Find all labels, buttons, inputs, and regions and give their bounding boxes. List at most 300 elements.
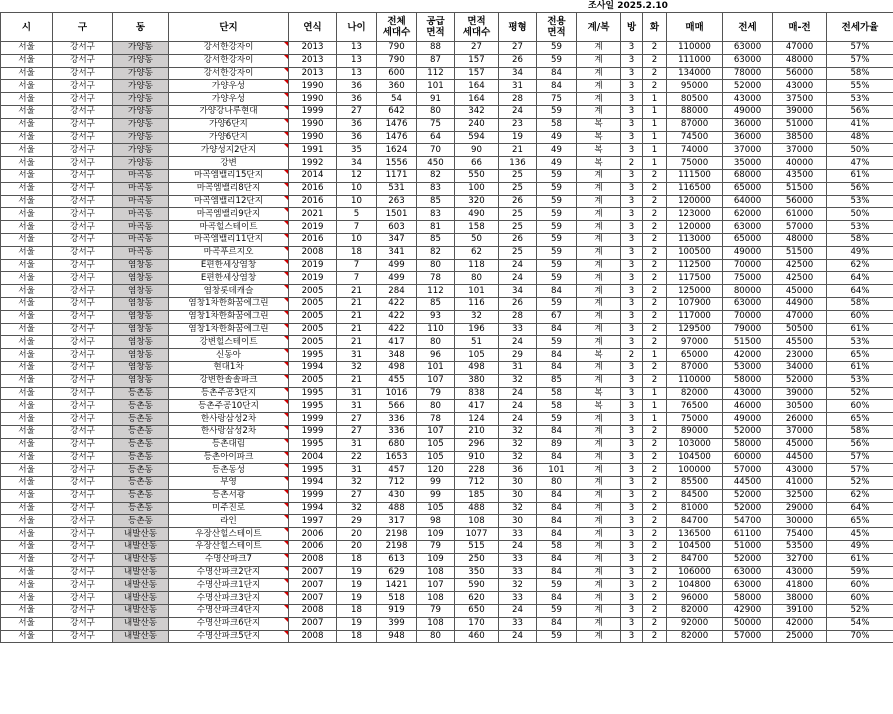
cell-age[interactable]: 18 [337,553,377,566]
cell-pyeong[interactable]: 33 [499,553,537,566]
cell-exclusive-area[interactable]: 84 [537,67,577,80]
cell-type[interactable]: 복 [577,157,621,170]
cell-type[interactable]: 계 [577,272,621,285]
column-header-jeonse-ratio[interactable]: 전세가율 [827,13,893,42]
cell-type[interactable]: 복 [577,387,621,400]
table-row[interactable] [1,157,893,170]
table-row[interactable] [1,169,893,182]
cell-jeonse-ratio[interactable]: 61% [827,361,893,374]
cell-city[interactable]: 서울 [1,195,53,208]
cell-complex[interactable]: 신동아 [169,349,289,362]
cell-complex[interactable]: 수명산파크3단지 [169,592,289,605]
cell-rooms[interactable]: 3 [621,361,643,374]
cell-baths[interactable]: 1 [643,131,667,144]
cell-baths[interactable]: 2 [643,553,667,566]
cell-dong[interactable]: 내발산동 [113,630,169,643]
column-header-age[interactable]: 나이 [337,13,377,42]
cell-jeonse-ratio[interactable]: 47% [827,157,893,170]
cell-jeonse-ratio[interactable]: 53% [827,195,893,208]
cell-jeonse-price[interactable]: 70000 [723,310,773,323]
cell-baths[interactable]: 2 [643,208,667,221]
cell-sale-price[interactable]: 97000 [667,336,723,349]
cell-district[interactable]: 강서구 [53,553,113,566]
cell-age[interactable]: 36 [337,80,377,93]
cell-year-built[interactable]: 2021 [289,208,337,221]
cell-dong[interactable]: 등촌동 [113,464,169,477]
cell-baths[interactable]: 1 [643,105,667,118]
cell-area-households[interactable]: 124 [455,413,499,426]
cell-area-households[interactable]: 228 [455,464,499,477]
cell-type[interactable]: 계 [577,42,621,55]
cell-area-households[interactable]: 910 [455,451,499,464]
cell-baths[interactable]: 1 [643,387,667,400]
cell-area-households[interactable]: 164 [455,93,499,106]
cell-city[interactable]: 서울 [1,233,53,246]
cell-baths[interactable]: 2 [643,617,667,630]
cell-total-households[interactable]: 360 [377,80,417,93]
cell-gap[interactable]: 42500 [773,272,827,285]
cell-age[interactable]: 21 [337,323,377,336]
cell-jeonse-ratio[interactable]: 58% [827,67,893,80]
cell-rooms[interactable]: 3 [621,182,643,195]
cell-type[interactable]: 계 [577,425,621,438]
cell-age[interactable]: 13 [337,54,377,67]
cell-supply-area[interactable]: 96 [417,349,455,362]
cell-jeonse-price[interactable]: 63000 [723,579,773,592]
cell-exclusive-area[interactable]: 58 [537,118,577,131]
cell-district[interactable]: 강서구 [53,54,113,67]
cell-baths[interactable]: 1 [643,93,667,106]
cell-pyeong[interactable]: 29 [499,349,537,362]
cell-supply-area[interactable]: 64 [417,131,455,144]
cell-sale-price[interactable]: 87000 [667,361,723,374]
cell-total-households[interactable]: 455 [377,374,417,387]
table-row[interactable] [1,285,893,298]
cell-jeonse-ratio[interactable]: 49% [827,541,893,554]
cell-year-built[interactable]: 2019 [289,272,337,285]
cell-district[interactable]: 강서구 [53,617,113,630]
cell-baths[interactable]: 2 [643,221,667,234]
cell-dong[interactable]: 염창동 [113,349,169,362]
cell-rooms[interactable]: 3 [621,464,643,477]
cell-total-households[interactable]: 1501 [377,208,417,221]
cell-sale-price[interactable]: 100000 [667,464,723,477]
cell-baths[interactable]: 2 [643,297,667,310]
cell-age[interactable]: 18 [337,246,377,259]
cell-city[interactable]: 서울 [1,285,53,298]
cell-age[interactable]: 19 [337,617,377,630]
cell-pyeong[interactable]: 33 [499,566,537,579]
cell-year-built[interactable]: 1995 [289,387,337,400]
cell-supply-area[interactable]: 109 [417,528,455,541]
cell-area-households[interactable]: 62 [455,246,499,259]
cell-sale-price[interactable]: 120000 [667,195,723,208]
cell-year-built[interactable]: 1990 [289,118,337,131]
cell-total-households[interactable]: 790 [377,54,417,67]
cell-exclusive-area[interactable]: 67 [537,310,577,323]
cell-total-households[interactable]: 1556 [377,157,417,170]
column-header-gap[interactable]: 매-전 [773,13,827,42]
cell-sale-price[interactable]: 65000 [667,349,723,362]
cell-sale-price[interactable]: 92000 [667,617,723,630]
cell-total-households[interactable]: 712 [377,477,417,490]
table-row[interactable] [1,502,893,515]
cell-pyeong[interactable]: 31 [499,80,537,93]
cell-complex[interactable]: 등촌주공10단지 [169,400,289,413]
column-header-sale-price[interactable]: 매매 [667,13,723,42]
cell-exclusive-area[interactable]: 59 [537,221,577,234]
cell-complex[interactable]: 강서한강자이 [169,67,289,80]
cell-complex[interactable]: 미주진로 [169,502,289,515]
cell-district[interactable]: 강서구 [53,400,113,413]
cell-age[interactable]: 21 [337,336,377,349]
cell-type[interactable]: 계 [577,464,621,477]
cell-rooms[interactable]: 3 [621,630,643,643]
cell-sale-price[interactable]: 95000 [667,80,723,93]
cell-exclusive-area[interactable]: 49 [537,144,577,157]
cell-jeonse-ratio[interactable]: 50% [827,144,893,157]
cell-pyeong[interactable]: 24 [499,259,537,272]
cell-total-households[interactable]: 1421 [377,579,417,592]
cell-supply-area[interactable]: 87 [417,54,455,67]
table-row[interactable] [1,630,893,643]
cell-year-built[interactable]: 2008 [289,553,337,566]
cell-total-households[interactable]: 2198 [377,528,417,541]
table-row[interactable] [1,336,893,349]
cell-rooms[interactable]: 3 [621,617,643,630]
cell-gap[interactable]: 41800 [773,579,827,592]
cell-city[interactable]: 서울 [1,477,53,490]
cell-district[interactable]: 강서구 [53,477,113,490]
cell-age[interactable]: 13 [337,42,377,55]
cell-city[interactable]: 서울 [1,502,53,515]
cell-jeonse-price[interactable]: 70000 [723,259,773,272]
cell-city[interactable]: 서울 [1,451,53,464]
cell-rooms[interactable]: 3 [621,246,643,259]
cell-jeonse-ratio[interactable]: 62% [827,259,893,272]
cell-complex[interactable]: 수명산파크4단지 [169,605,289,618]
cell-area-households[interactable]: 515 [455,541,499,554]
cell-supply-area[interactable]: 112 [417,67,455,80]
cell-rooms[interactable]: 2 [621,349,643,362]
table-row[interactable] [1,93,893,106]
cell-jeonse-price[interactable]: 63000 [723,54,773,67]
table-row[interactable] [1,579,893,592]
cell-jeonse-ratio[interactable]: 60% [827,310,893,323]
cell-supply-area[interactable]: 99 [417,489,455,502]
cell-dong[interactable]: 등촌동 [113,489,169,502]
cell-baths[interactable]: 2 [643,451,667,464]
cell-rooms[interactable]: 3 [621,336,643,349]
cell-type[interactable]: 계 [577,259,621,272]
cell-complex[interactable]: 수명산파크6단지 [169,617,289,630]
cell-supply-area[interactable]: 108 [417,566,455,579]
cell-pyeong[interactable]: 25 [499,169,537,182]
cell-jeonse-ratio[interactable]: 45% [827,528,893,541]
cell-total-households[interactable]: 347 [377,233,417,246]
cell-pyeong[interactable]: 32 [499,502,537,515]
cell-year-built[interactable]: 2005 [289,336,337,349]
cell-dong[interactable]: 마곡동 [113,169,169,182]
cell-district[interactable]: 강서구 [53,285,113,298]
cell-pyeong[interactable]: 28 [499,93,537,106]
cell-jeonse-price[interactable]: 42900 [723,605,773,618]
cell-jeonse-ratio[interactable]: 60% [827,579,893,592]
cell-sale-price[interactable]: 89000 [667,425,723,438]
cell-pyeong[interactable]: 32 [499,425,537,438]
cell-supply-area[interactable]: 88 [417,42,455,55]
cell-supply-area[interactable]: 107 [417,425,455,438]
cell-complex[interactable]: 수명산파크2단지 [169,566,289,579]
cell-rooms[interactable]: 3 [621,566,643,579]
cell-sale-price[interactable]: 84700 [667,515,723,528]
cell-gap[interactable]: 30000 [773,515,827,528]
cell-year-built[interactable]: 2013 [289,42,337,55]
cell-gap[interactable]: 44500 [773,451,827,464]
cell-complex[interactable]: 라인 [169,515,289,528]
cell-total-households[interactable]: 2198 [377,541,417,554]
table-row[interactable] [1,310,893,323]
cell-sale-price[interactable]: 100500 [667,246,723,259]
column-header-baths[interactable]: 화 [643,13,667,42]
cell-exclusive-area[interactable]: 49 [537,131,577,144]
cell-rooms[interactable]: 3 [621,208,643,221]
table-row[interactable] [1,144,893,157]
cell-pyeong[interactable]: 27 [499,42,537,55]
cell-sale-price[interactable]: 117000 [667,310,723,323]
cell-complex[interactable]: E편한세상염창 [169,272,289,285]
cell-type[interactable]: 계 [577,553,621,566]
table-row[interactable] [1,195,893,208]
table-row[interactable] [1,617,893,630]
cell-baths[interactable]: 1 [643,157,667,170]
cell-sale-price[interactable]: 96000 [667,592,723,605]
cell-jeonse-price[interactable]: 35000 [723,157,773,170]
cell-baths[interactable]: 2 [643,438,667,451]
cell-year-built[interactable]: 2006 [289,541,337,554]
table-row[interactable] [1,118,893,131]
cell-city[interactable]: 서울 [1,528,53,541]
cell-jeonse-ratio[interactable]: 65% [827,413,893,426]
cell-pyeong[interactable]: 136 [499,157,537,170]
cell-supply-area[interactable]: 81 [417,221,455,234]
cell-exclusive-area[interactable]: 59 [537,195,577,208]
cell-gap[interactable]: 41000 [773,477,827,490]
cell-year-built[interactable]: 1990 [289,80,337,93]
cell-type[interactable]: 계 [577,489,621,502]
table-row[interactable] [1,477,893,490]
cell-type[interactable]: 계 [577,413,621,426]
cell-age[interactable]: 34 [337,157,377,170]
cell-rooms[interactable]: 3 [621,553,643,566]
cell-supply-area[interactable]: 85 [417,195,455,208]
cell-gap[interactable]: 52000 [773,374,827,387]
cell-type[interactable]: 계 [577,592,621,605]
cell-jeonse-price[interactable]: 61100 [723,528,773,541]
cell-type[interactable]: 계 [577,336,621,349]
cell-district[interactable]: 강서구 [53,413,113,426]
cell-jeonse-ratio[interactable]: 41% [827,118,893,131]
cell-sale-price[interactable]: 88000 [667,105,723,118]
cell-jeonse-ratio[interactable]: 61% [827,169,893,182]
cell-supply-area[interactable]: 108 [417,617,455,630]
cell-pyeong[interactable]: 32 [499,579,537,592]
cell-age[interactable]: 31 [337,387,377,400]
cell-jeonse-price[interactable]: 58000 [723,438,773,451]
cell-district[interactable]: 강서구 [53,169,113,182]
cell-supply-area[interactable]: 83 [417,182,455,195]
cell-sale-price[interactable]: 75000 [667,413,723,426]
cell-baths[interactable]: 2 [643,80,667,93]
cell-jeonse-ratio[interactable]: 60% [827,592,893,605]
cell-supply-area[interactable]: 80 [417,630,455,643]
cell-jeonse-ratio[interactable]: 53% [827,374,893,387]
cell-year-built[interactable]: 2016 [289,233,337,246]
cell-year-built[interactable]: 2013 [289,54,337,67]
cell-jeonse-ratio[interactable]: 64% [827,502,893,515]
table-row[interactable] [1,515,893,528]
cell-complex[interactable]: 등촌주공3단지 [169,387,289,400]
cell-city[interactable]: 서울 [1,630,53,643]
cell-type[interactable]: 복 [577,349,621,362]
cell-dong[interactable]: 등촌동 [113,451,169,464]
cell-baths[interactable]: 2 [643,374,667,387]
cell-rooms[interactable]: 3 [621,93,643,106]
table-row[interactable] [1,387,893,400]
cell-total-households[interactable]: 54 [377,93,417,106]
cell-dong[interactable]: 내발산동 [113,553,169,566]
cell-dong[interactable]: 등촌동 [113,400,169,413]
cell-type[interactable]: 계 [577,105,621,118]
cell-year-built[interactable]: 1990 [289,93,337,106]
cell-pyeong[interactable]: 24 [499,605,537,618]
cell-district[interactable]: 강서구 [53,144,113,157]
cell-supply-area[interactable]: 70 [417,144,455,157]
cell-jeonse-ratio[interactable]: 57% [827,464,893,477]
cell-year-built[interactable]: 2005 [289,297,337,310]
table-row[interactable] [1,361,893,374]
cell-exclusive-area[interactable]: 59 [537,182,577,195]
table-row[interactable] [1,272,893,285]
cell-exclusive-area[interactable]: 59 [537,259,577,272]
cell-area-households[interactable]: 157 [455,54,499,67]
cell-rooms[interactable]: 3 [621,592,643,605]
cell-baths[interactable]: 2 [643,169,667,182]
cell-sale-price[interactable]: 120000 [667,221,723,234]
cell-total-households[interactable]: 919 [377,605,417,618]
cell-supply-area[interactable]: 112 [417,285,455,298]
cell-rooms[interactable]: 3 [621,477,643,490]
cell-baths[interactable]: 2 [643,515,667,528]
cell-sale-price[interactable]: 76500 [667,400,723,413]
cell-type[interactable]: 계 [577,617,621,630]
cell-jeonse-price[interactable]: 78000 [723,67,773,80]
cell-age[interactable]: 18 [337,630,377,643]
cell-type[interactable]: 계 [577,233,621,246]
cell-year-built[interactable]: 2013 [289,67,337,80]
cell-complex[interactable]: 등촌대림 [169,438,289,451]
cell-district[interactable]: 강서구 [53,425,113,438]
cell-city[interactable]: 서울 [1,323,53,336]
cell-complex[interactable]: 염창롯데캐슬 [169,285,289,298]
cell-rooms[interactable]: 3 [621,502,643,515]
cell-type[interactable]: 계 [577,182,621,195]
cell-exclusive-area[interactable]: 84 [537,592,577,605]
cell-supply-area[interactable]: 105 [417,451,455,464]
cell-supply-area[interactable]: 85 [417,233,455,246]
cell-pyeong[interactable]: 26 [499,195,537,208]
cell-rooms[interactable]: 3 [621,310,643,323]
cell-complex[interactable]: 현대1차 [169,361,289,374]
cell-year-built[interactable]: 1995 [289,400,337,413]
cell-jeonse-ratio[interactable]: 56% [827,182,893,195]
cell-exclusive-area[interactable]: 58 [537,400,577,413]
cell-district[interactable]: 강서구 [53,630,113,643]
cell-jeonse-price[interactable]: 75000 [723,272,773,285]
table-row[interactable] [1,131,893,144]
table-row[interactable] [1,297,893,310]
cell-dong[interactable]: 등촌동 [113,515,169,528]
cell-rooms[interactable]: 3 [621,374,643,387]
cell-total-households[interactable]: 336 [377,413,417,426]
cell-complex[interactable]: 마곡엠밸리8단지 [169,182,289,195]
cell-jeonse-price[interactable]: 37000 [723,144,773,157]
cell-exclusive-area[interactable]: 89 [537,438,577,451]
cell-supply-area[interactable]: 79 [417,387,455,400]
cell-age[interactable]: 10 [337,195,377,208]
cell-type[interactable]: 계 [577,528,621,541]
cell-area-households[interactable]: 32 [455,310,499,323]
cell-dong[interactable]: 염창동 [113,310,169,323]
cell-supply-area[interactable]: 110 [417,323,455,336]
cell-city[interactable]: 서울 [1,413,53,426]
cell-total-households[interactable]: 348 [377,349,417,362]
column-header-type[interactable]: 계/복 [577,13,621,42]
cell-area-households[interactable]: 185 [455,489,499,502]
cell-exclusive-area[interactable]: 84 [537,566,577,579]
cell-dong[interactable]: 가양동 [113,80,169,93]
cell-area-households[interactable]: 838 [455,387,499,400]
cell-exclusive-area[interactable]: 59 [537,169,577,182]
column-header-supply-area[interactable]: 공급 면적 [417,13,455,42]
cell-area-households[interactable]: 66 [455,157,499,170]
cell-pyeong[interactable]: 25 [499,208,537,221]
cell-gap[interactable]: 43500 [773,169,827,182]
cell-sale-price[interactable]: 82000 [667,605,723,618]
cell-complex[interactable]: 마곡힐스테이트 [169,221,289,234]
cell-type[interactable]: 계 [577,195,621,208]
cell-year-built[interactable]: 1999 [289,413,337,426]
cell-city[interactable]: 서울 [1,617,53,630]
cell-sale-price[interactable]: 82000 [667,387,723,400]
cell-supply-area[interactable]: 105 [417,438,455,451]
cell-district[interactable]: 강서구 [53,438,113,451]
cell-supply-area[interactable]: 85 [417,297,455,310]
cell-gap[interactable]: 43000 [773,464,827,477]
cell-pyeong[interactable]: 33 [499,528,537,541]
cell-jeonse-ratio[interactable]: 52% [827,387,893,400]
cell-dong[interactable]: 등촌동 [113,502,169,515]
cell-complex[interactable]: 수명산파크1단지 [169,579,289,592]
cell-complex[interactable]: 마곡엠밸리12단지 [169,195,289,208]
cell-area-households[interactable]: 210 [455,425,499,438]
cell-dong[interactable]: 가양동 [113,54,169,67]
cell-district[interactable]: 강서구 [53,566,113,579]
cell-gap[interactable]: 75400 [773,528,827,541]
cell-rooms[interactable]: 3 [621,515,643,528]
cell-pyeong[interactable]: 33 [499,323,537,336]
cell-gap[interactable]: 37000 [773,144,827,157]
